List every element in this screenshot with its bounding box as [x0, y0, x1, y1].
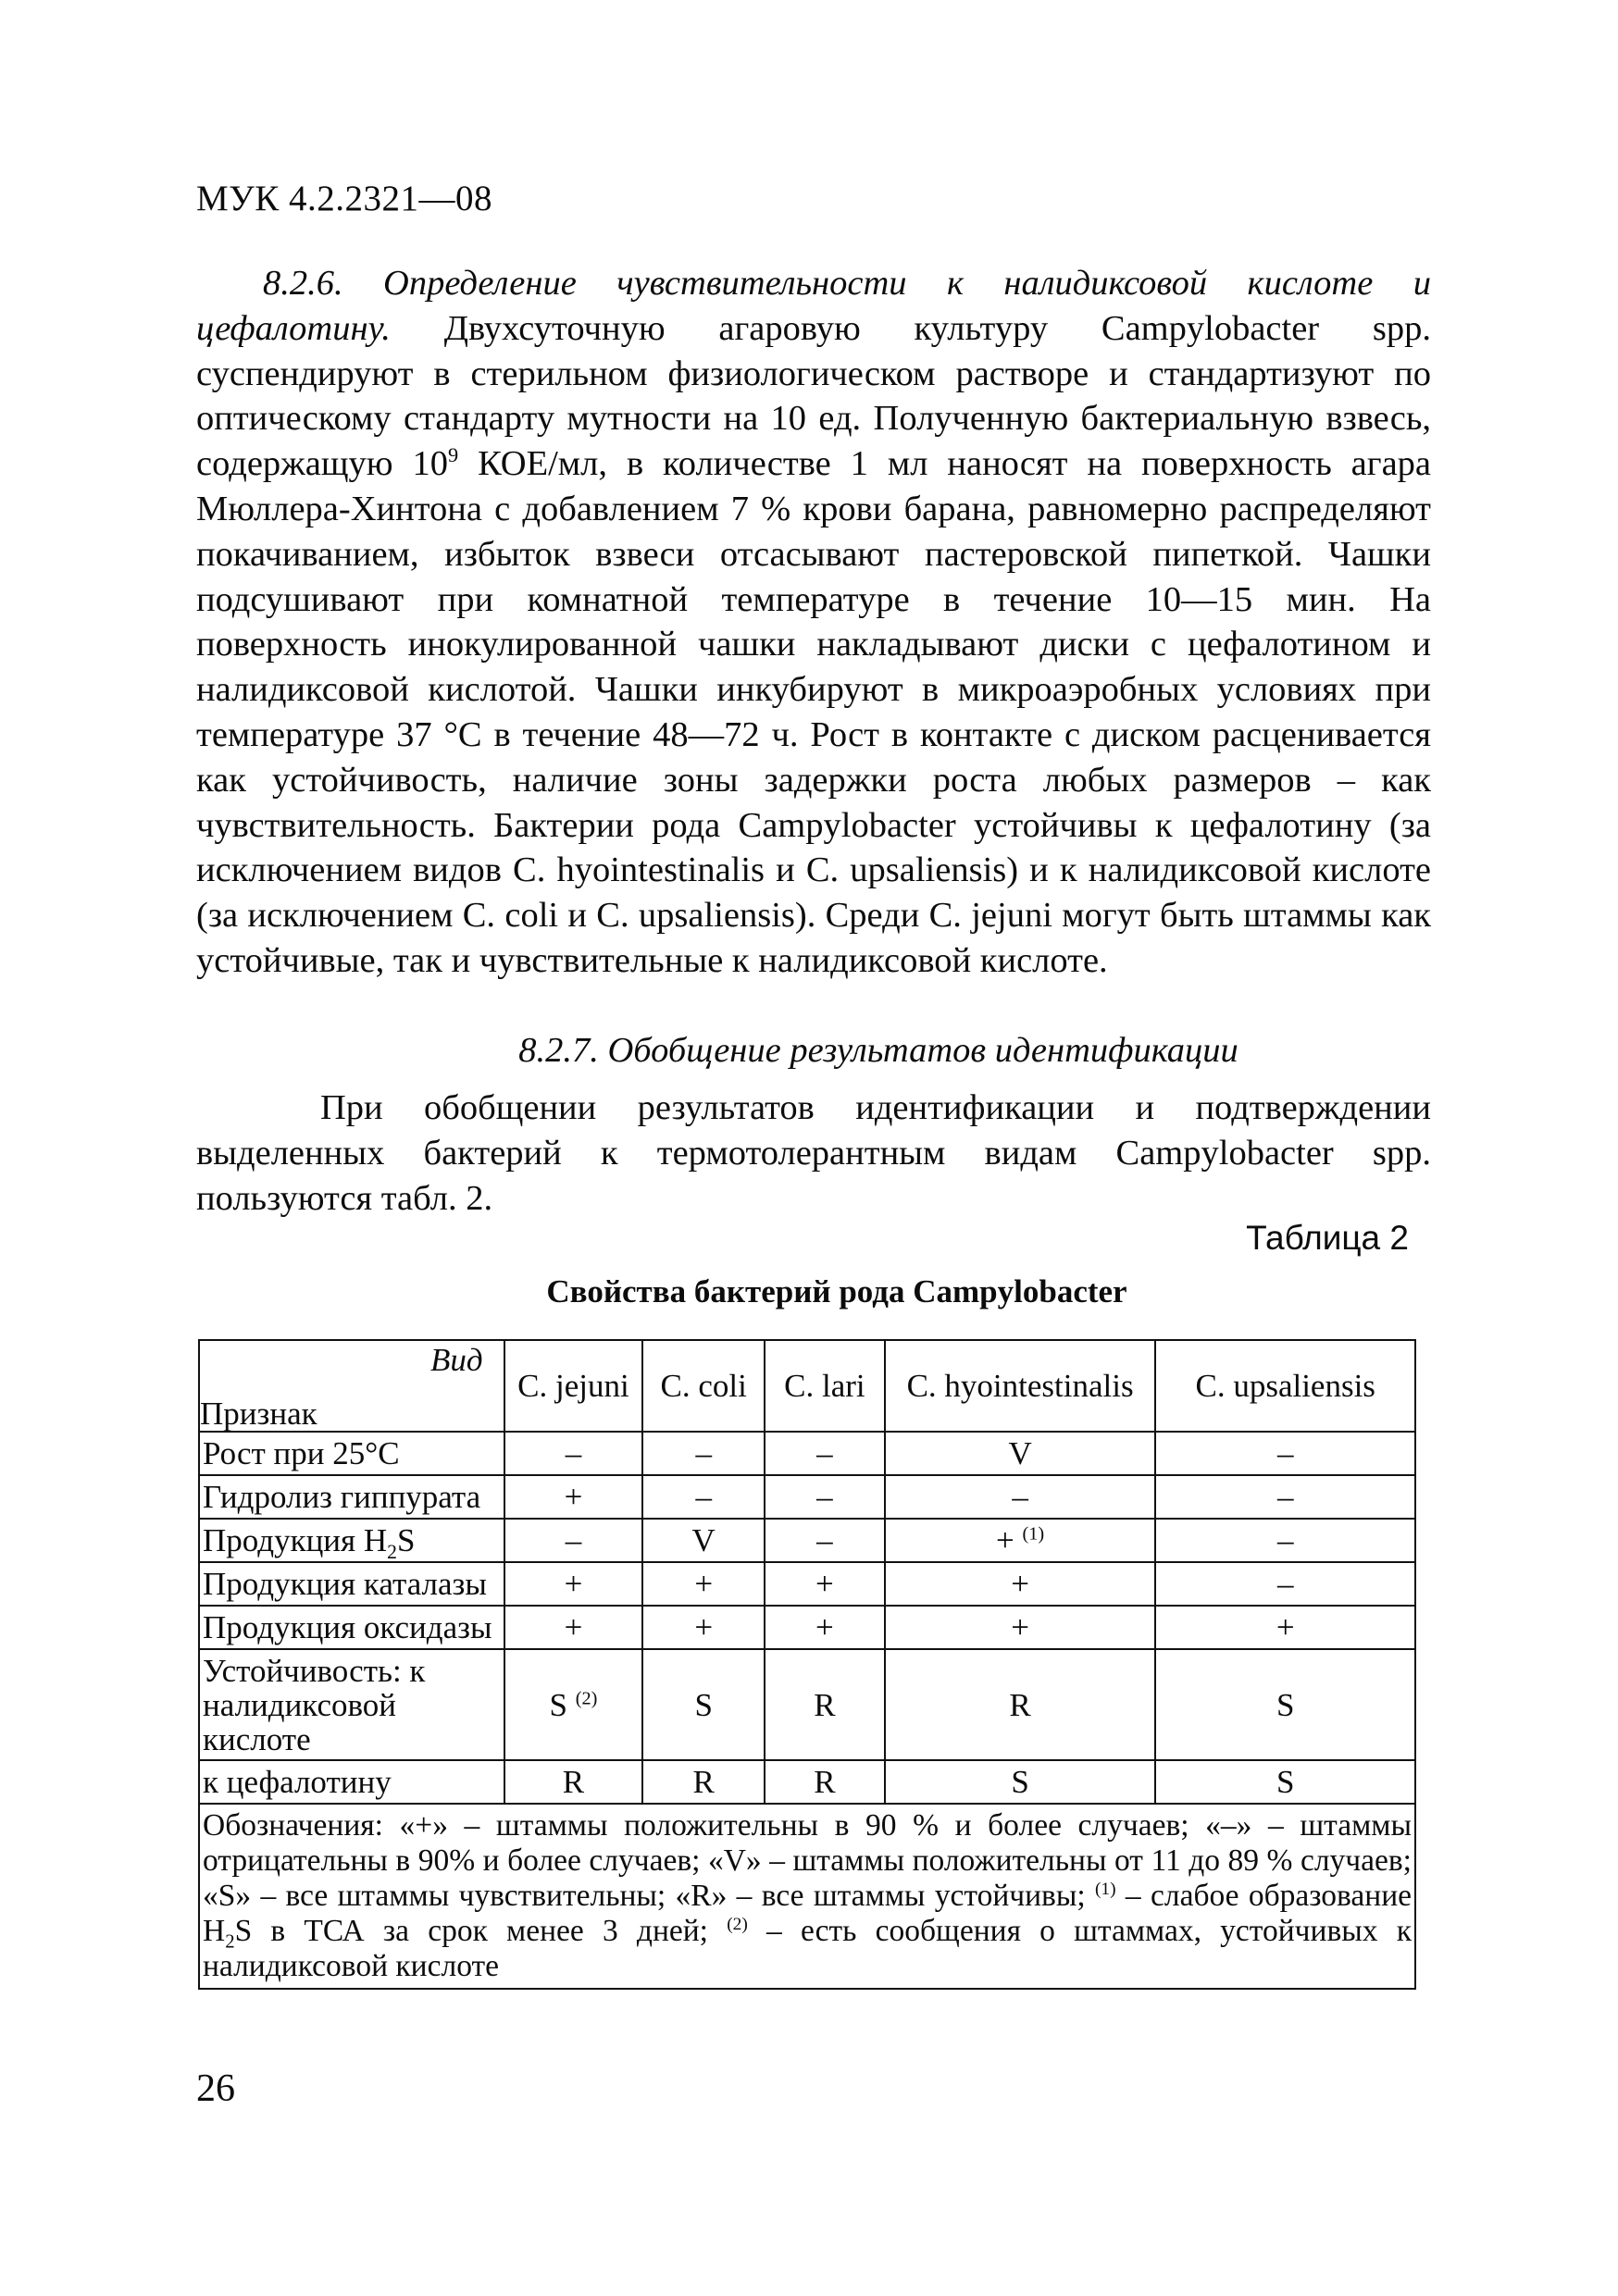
- notes-part: S в ТСА за срок менее 3 дней;: [234, 1914, 728, 1948]
- feature-label-cell: Продукция каталазы: [199, 1562, 504, 1606]
- corner-species-label: Вид: [429, 1342, 483, 1378]
- table-row: [199, 1519, 1415, 1562]
- value-cell: R: [504, 1760, 643, 1804]
- value-cell: –: [765, 1519, 885, 1562]
- table-row: [199, 1562, 1415, 1606]
- table-row: [199, 1760, 1415, 1804]
- value-cell: +: [885, 1562, 1156, 1606]
- table-notes: [199, 1804, 1415, 1989]
- section-8-2-6-text-b: КОЕ/мл, в количестве 1 мл наносят на поверхность агара Мюллера-Хинтона с добавлением 7 % крови барана, равномерно распределяют покачиванием, избыток взвеси отсасывают пастеровской пипеткой. Чашки подсушивают при комнатной температуре в течение 10—15 мин. На поверхность инокулированной чашки накладывают диски с цефалотином и налидиксовой кислотой. Чашки инкубируют в микроаэробных условиях при температуре 37 °С в течение 48—72 ч. Рост в контакте с диском расценивается как устойчивость, наличие зоны задержки роста любых размеров – как чувствительность. Бактерии рода Campylobacter устойчивы к цефалотину (за исключением видов C. hyointestinalis и C. upsaliensis) и к налидиксовой кислоте (за исключением C. coli и C. upsaliensis). Среди C. jejuni могут быть штаммы как устойчивые, так и чувствительные к налидиксовой кислоте.: [196, 444, 1431, 980]
- value-cell: +: [504, 1606, 643, 1649]
- page-number: 26: [196, 2067, 235, 2110]
- document-code: МУК 4.2.2321—08: [196, 179, 493, 218]
- notes-part: – слабое образование H: [203, 1879, 1412, 1948]
- table-header-row: [199, 1340, 1415, 1432]
- notes-part: Обозначения: «+» – штаммы положительны в 90 % и более случаев; «–» – штаммы отрицательны в 90% и более случаев; «V» – штаммы положительны от 11 до 89 % случаев; «S» – все штаммы чувствительны; «R» – все штаммы устойчивы;: [203, 1808, 1412, 1913]
- value-cell: –: [642, 1432, 765, 1475]
- value-text: S: [549, 1686, 567, 1723]
- value-cell: +: [642, 1562, 765, 1606]
- value-cell: –: [504, 1432, 643, 1475]
- section-8-2-7-paragraph: При обобщении результатов идентификации и подтверждении выделенных бактерий к термотолерантным видам Campylobacter spp. пользуются табл. 2.: [196, 1088, 1431, 1218]
- footnote-marker: (2): [575, 1687, 598, 1708]
- table-notes-row: [199, 1804, 1415, 1989]
- table-row: [199, 1432, 1415, 1475]
- species-header-cell: C. coli: [642, 1340, 765, 1432]
- feature-label-main: Продукция H: [203, 1522, 388, 1558]
- section-8-2-7-heading: 8.2.7. Обобщение результатов идентификации: [518, 1031, 1238, 1070]
- value-cell: –: [765, 1475, 885, 1519]
- feature-label-cell: Гидролиз гиппурата: [199, 1475, 504, 1519]
- feature-label-cell: Продукция оксидазы: [199, 1606, 504, 1649]
- footnote-marker: (1): [1022, 1523, 1045, 1545]
- value-cell: –: [504, 1519, 643, 1562]
- section-8-2-6-text-a: Двухсуточную агаровую культуру Campylobacter spp. суспендируют в стерильном физиологическом растворе и стандартизуют по оптическому стандарту мутности на 10 ед. Полученную бактериальную взвесь, содержащую 10: [196, 308, 1432, 484]
- value-cell: R: [765, 1760, 885, 1804]
- species-header-cell: C. hyointestinalis: [885, 1340, 1156, 1432]
- table-row: [199, 1649, 1415, 1760]
- footnote-marker: (1): [1094, 1879, 1116, 1899]
- value-cell: –: [642, 1475, 765, 1519]
- value-cell: –: [1155, 1432, 1415, 1475]
- value-cell: +: [642, 1606, 765, 1649]
- corner-feature-label: Признак: [200, 1396, 317, 1432]
- value-cell: V: [885, 1432, 1156, 1475]
- value-cell: +: [504, 1562, 643, 1606]
- value-cell: –: [1155, 1562, 1415, 1606]
- value-cell: –: [1155, 1475, 1415, 1519]
- species-header-cell: C. lari: [765, 1340, 885, 1432]
- feature-label-cell: Устойчивость: к налидиксовой кислоте: [199, 1649, 504, 1760]
- value-text: +: [996, 1522, 1014, 1558]
- section-8-2-6-paragraph: [196, 261, 1431, 984]
- header-corner-cell: [199, 1340, 504, 1432]
- feature-label-cell: [199, 1519, 504, 1562]
- value-cell: +: [765, 1606, 885, 1649]
- value-cell: [504, 1649, 643, 1760]
- table-row: [199, 1606, 1415, 1649]
- value-cell: S: [1155, 1760, 1415, 1804]
- value-cell: V: [642, 1519, 765, 1562]
- value-cell: S: [885, 1760, 1156, 1804]
- value-cell: S: [1155, 1649, 1415, 1760]
- value-cell: –: [885, 1475, 1156, 1519]
- feature-label-cell: Рост при 25°С: [199, 1432, 504, 1475]
- section-8-2-6-heading: 8.2.6. Определение чувствительности к налидиксовой кислоте и цефалотину.: [196, 264, 1431, 348]
- value-cell: S: [642, 1649, 765, 1760]
- value-cell: +: [885, 1606, 1156, 1649]
- value-cell: R: [642, 1760, 765, 1804]
- exponent: 9: [447, 443, 459, 467]
- footnote-marker: (2): [727, 1914, 748, 1934]
- value-cell: +: [504, 1475, 643, 1519]
- table-title: Свойства бактерий рода Campylobacter: [546, 1273, 1127, 1309]
- value-cell: +: [1155, 1606, 1415, 1649]
- value-cell: –: [1155, 1519, 1415, 1562]
- species-header-cell: C. jejuni: [504, 1340, 643, 1432]
- value-cell: R: [765, 1649, 885, 1760]
- value-cell: R: [885, 1649, 1156, 1760]
- feature-label-cell: к цефалотину: [199, 1760, 504, 1804]
- value-cell: –: [765, 1432, 885, 1475]
- subscript: 2: [225, 1930, 235, 1953]
- notes-part: – есть сообщения о штаммах, устойчивых к налидиксовой кислоте: [203, 1914, 1412, 1983]
- subscript: 2: [387, 1541, 398, 1563]
- table-label: Таблица 2: [1246, 1219, 1409, 1257]
- species-header-cell: C. upsaliensis: [1155, 1340, 1415, 1432]
- feature-label-end: S: [397, 1522, 416, 1558]
- value-cell: +: [765, 1562, 885, 1606]
- properties-table: [198, 1339, 1416, 1990]
- value-cell: [885, 1519, 1156, 1562]
- table-row: [199, 1475, 1415, 1519]
